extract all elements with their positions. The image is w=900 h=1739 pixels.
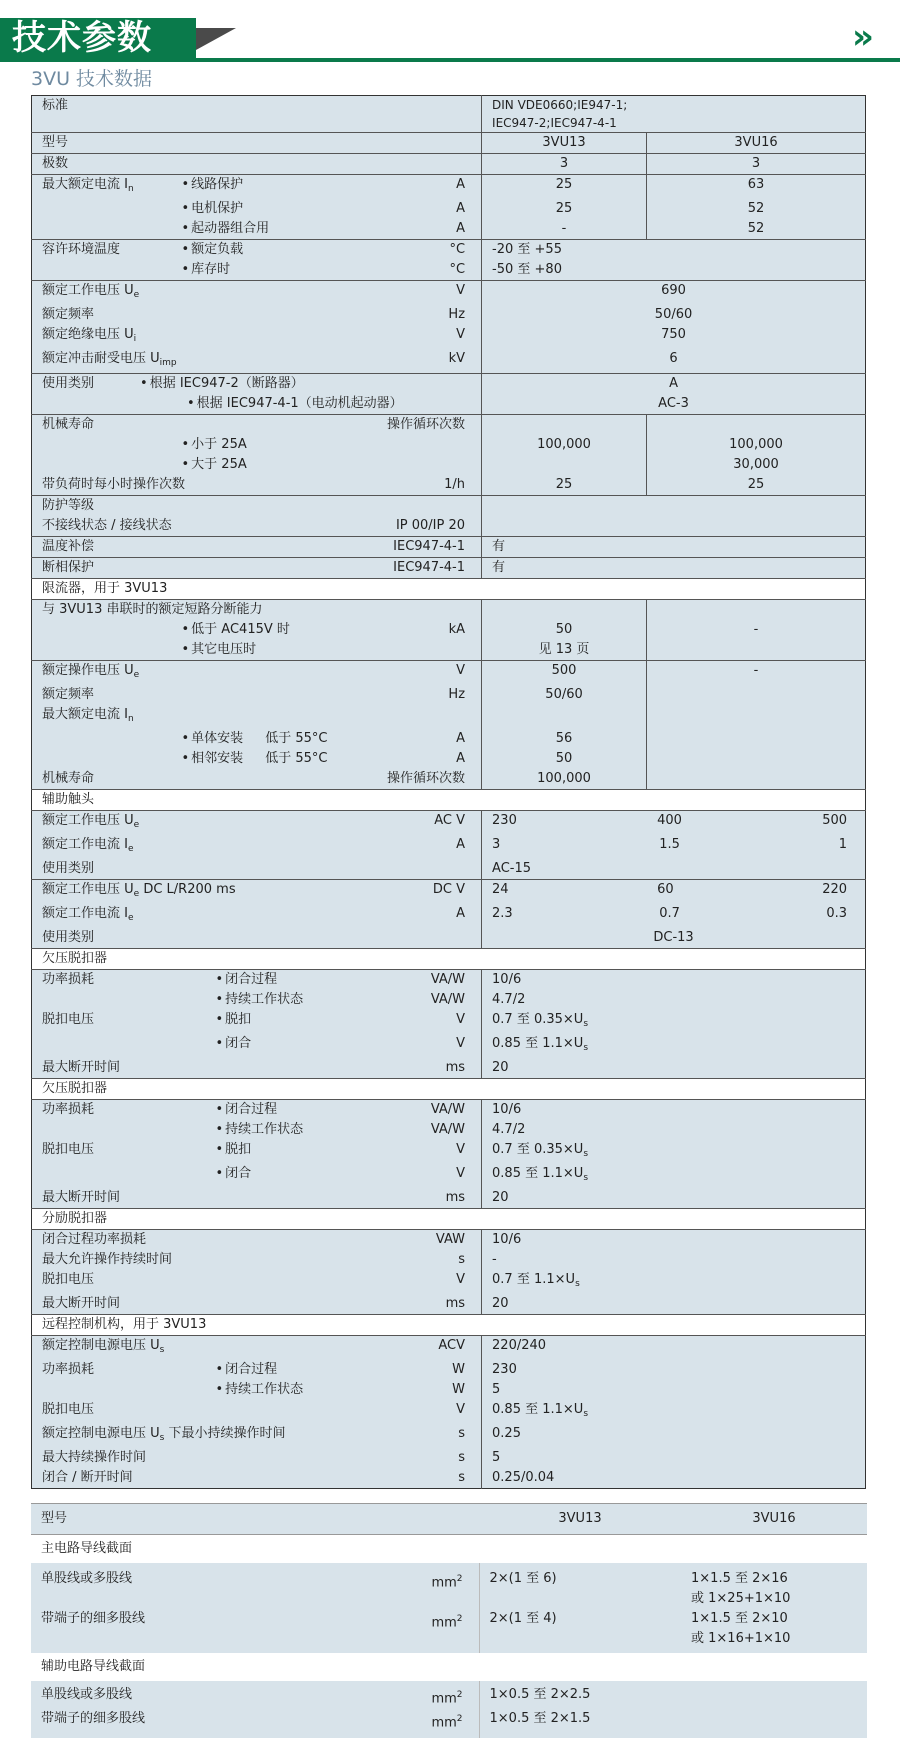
table-row: • 库存时 °C -50 至 +80	[32, 260, 866, 281]
banner-wedge-shape	[196, 28, 236, 50]
table-row: 带端子的细多股线 $mm^2$ 1×0.5 至 2×1.5	[31, 1709, 867, 1737]
table-row: 脱扣电压 V 0.7 至 $1.1\times U_s$	[32, 1270, 866, 1294]
banner-divider	[0, 58, 900, 62]
title-block	[0, 18, 196, 58]
table-row: 机械寿命 操作循环次数 100,000	[32, 769, 866, 790]
section-header: 远程控制机构，用于 3VU13	[32, 1315, 866, 1336]
wire-section-table	[31, 1503, 867, 1738]
section-header: 分励脱扣器	[32, 1209, 866, 1230]
table-row: • 其它电压时 见 13 页	[32, 640, 866, 661]
table-row: • 相邻安装 低于 55°C A 50	[32, 749, 866, 769]
table-row: 额定操作电压 $U_e$ V 500 -	[32, 661, 866, 686]
table-row: • 持续工作状态 VA/W 4.7/2	[32, 1120, 866, 1140]
table-row: 额定控制电源电压 $U_s$ ACV 220/240	[32, 1336, 866, 1361]
table-row: 额定工作电流 $I_e$ A 2.3 0.7 0.3	[32, 904, 866, 928]
table-row: 额定工作电压 $U_e$ AC V 230 400 500	[32, 811, 866, 836]
table-row: 型号 3VU13 3VU16	[32, 133, 866, 154]
table-row: 带负荷时每小时操作次数 1/h 25 25	[32, 475, 866, 496]
table-row: 容许环境温度 • 额定负载 °C -20 至 +55	[32, 240, 866, 261]
table-row: • 起动器组合用 A - 52	[32, 219, 866, 240]
table-row: • 闭合 V 0.85 至 $1.1\times U_s$	[32, 1034, 866, 1058]
table-row: 功率损耗 • 闭合过程 W 230	[32, 1360, 866, 1380]
section-header: 辅助触头	[32, 790, 866, 811]
table-row: 单股线或多股线 $mm^2$ 1×0.5 至 2×2.5	[31, 1681, 867, 1709]
table-row: • 电机保护 A 25 52	[32, 199, 866, 219]
table-row: 与 3VU13 串联时的额定短路分断能力	[32, 600, 866, 621]
table-row: • 低于 AC415V 时 kA 50 -	[32, 620, 866, 640]
table-row: 单股线或多股线 $mm^2$ 2×(1 至 6) 1×1.5 至 2×16 或 1×25+1×10	[31, 1563, 867, 1609]
table-row: 最大断开时间 ms 20	[32, 1058, 866, 1079]
table-row: 最大断开时间 ms 20	[32, 1188, 866, 1209]
table-row: 额定控制电源电压 $U_s$ 下最小持续操作时间 s 0.25	[32, 1424, 866, 1448]
table-row: 功率损耗 • 闭合过程 VA/W 10/6	[32, 970, 866, 991]
section-header: 辅助电路导线截面	[31, 1653, 867, 1681]
table-row: 闭合过程功率损耗 VAW 10/6	[32, 1230, 866, 1251]
table-row: • 持续工作状态 W 5	[32, 1380, 866, 1400]
table-row: • 根据 IEC947-4-1（电动机起动器） AC-3	[32, 394, 866, 415]
table-row: 标准 DIN VDE0660;IE947-1; IEC947-2;IEC947-4-1	[32, 96, 866, 133]
table-row: 功率损耗 • 闭合过程 VA/W 10/6	[32, 1100, 866, 1121]
section-header: 欠压脱扣器	[32, 1079, 866, 1100]
next-chevron-icon[interactable]: »	[852, 17, 874, 57]
table-row: 断相保护 IEC947-4-1 有	[32, 558, 866, 579]
table-row: 使用类别 DC-13	[32, 928, 866, 949]
table-row: 脱扣电压 • 脱扣 V 0.7 至 $0.35\times U_s$	[32, 1140, 866, 1164]
header-banner	[0, 18, 900, 62]
table-row: 使用类别 AC-15	[32, 859, 866, 880]
table-row: 最大额定电流 $I_n$ • 线路保护 A 25 63	[32, 175, 866, 200]
table-row: 最大额定电流 $I_n$	[32, 705, 866, 729]
table-row: 额定工作电压 $U_e$ DC L/R200 ms DC V 24 60 220	[32, 880, 866, 905]
table-row: • 单体安装 低于 55°C A 56	[32, 729, 866, 749]
section-header: 限流器，用于 3VU13	[32, 579, 866, 600]
table-row: 额定频率 Hz 50/60	[32, 685, 866, 705]
table-row: 极数 3 3	[32, 154, 866, 175]
table-row: 额定绝缘电压 $U_i$ V 750	[32, 325, 866, 349]
table-row: 带端子的细多股线 $mm^2$ 2×(1 至 4) 1×1.5 至 2×10 或 1×16+1×10	[31, 1609, 867, 1653]
table-row: 防护等级	[32, 496, 866, 517]
tech-data-table	[31, 95, 866, 1489]
table-row: 脱扣电压 • 脱扣 V 0.7 至 $0.35\times U_s$	[32, 1010, 866, 1034]
table-row: 温度补偿 IEC947-4-1 有	[32, 537, 866, 558]
table-row: • 小于 25A 100,000 100,000	[32, 435, 866, 455]
table-row: • 持续工作状态 VA/W 4.7/2	[32, 990, 866, 1010]
table-row: 闭合 / 断开时间 s 0.25/0.04	[32, 1468, 866, 1489]
page-title: 技术参数	[12, 18, 152, 58]
table-row: 不接线状态 / 接线状态 IP 00/IP 20	[32, 516, 866, 537]
table-row: 机械寿命 操作循环次数	[32, 415, 866, 436]
table-row: • 大于 25A 30,000	[32, 455, 866, 475]
table-row: 使用类别• 根据 IEC947-2（断路器） A	[32, 374, 866, 395]
table-row: 额定冲击耐受电压 $U_{imp}$ kV 6	[32, 349, 866, 374]
table-row: 额定频率 Hz 50/60	[32, 305, 866, 325]
table-row: 最大允许操作持续时间 s -	[32, 1250, 866, 1270]
section-header: 欠压脱扣器	[32, 949, 866, 970]
table-row: 额定工作电流 $I_e$ A 3 1.5 1	[32, 835, 866, 859]
table-row: 最大断开时间 ms 20	[32, 1294, 866, 1315]
table-row: 最大持续操作时间 s 5	[32, 1448, 866, 1468]
section-subtitle: 3VU 技术数据	[31, 68, 153, 90]
table-header-row: 型号 3VU13 3VU16	[31, 1504, 867, 1535]
table-row: 脱扣电压 V 0.85 至 $1.1\times U_s$	[32, 1400, 866, 1424]
table-row: • 闭合 V 0.85 至 $1.1\times U_s$	[32, 1164, 866, 1188]
table-row: 额定工作电压 $U_e$ V 690	[32, 281, 866, 306]
section-header: 主电路导线截面	[31, 1535, 867, 1564]
